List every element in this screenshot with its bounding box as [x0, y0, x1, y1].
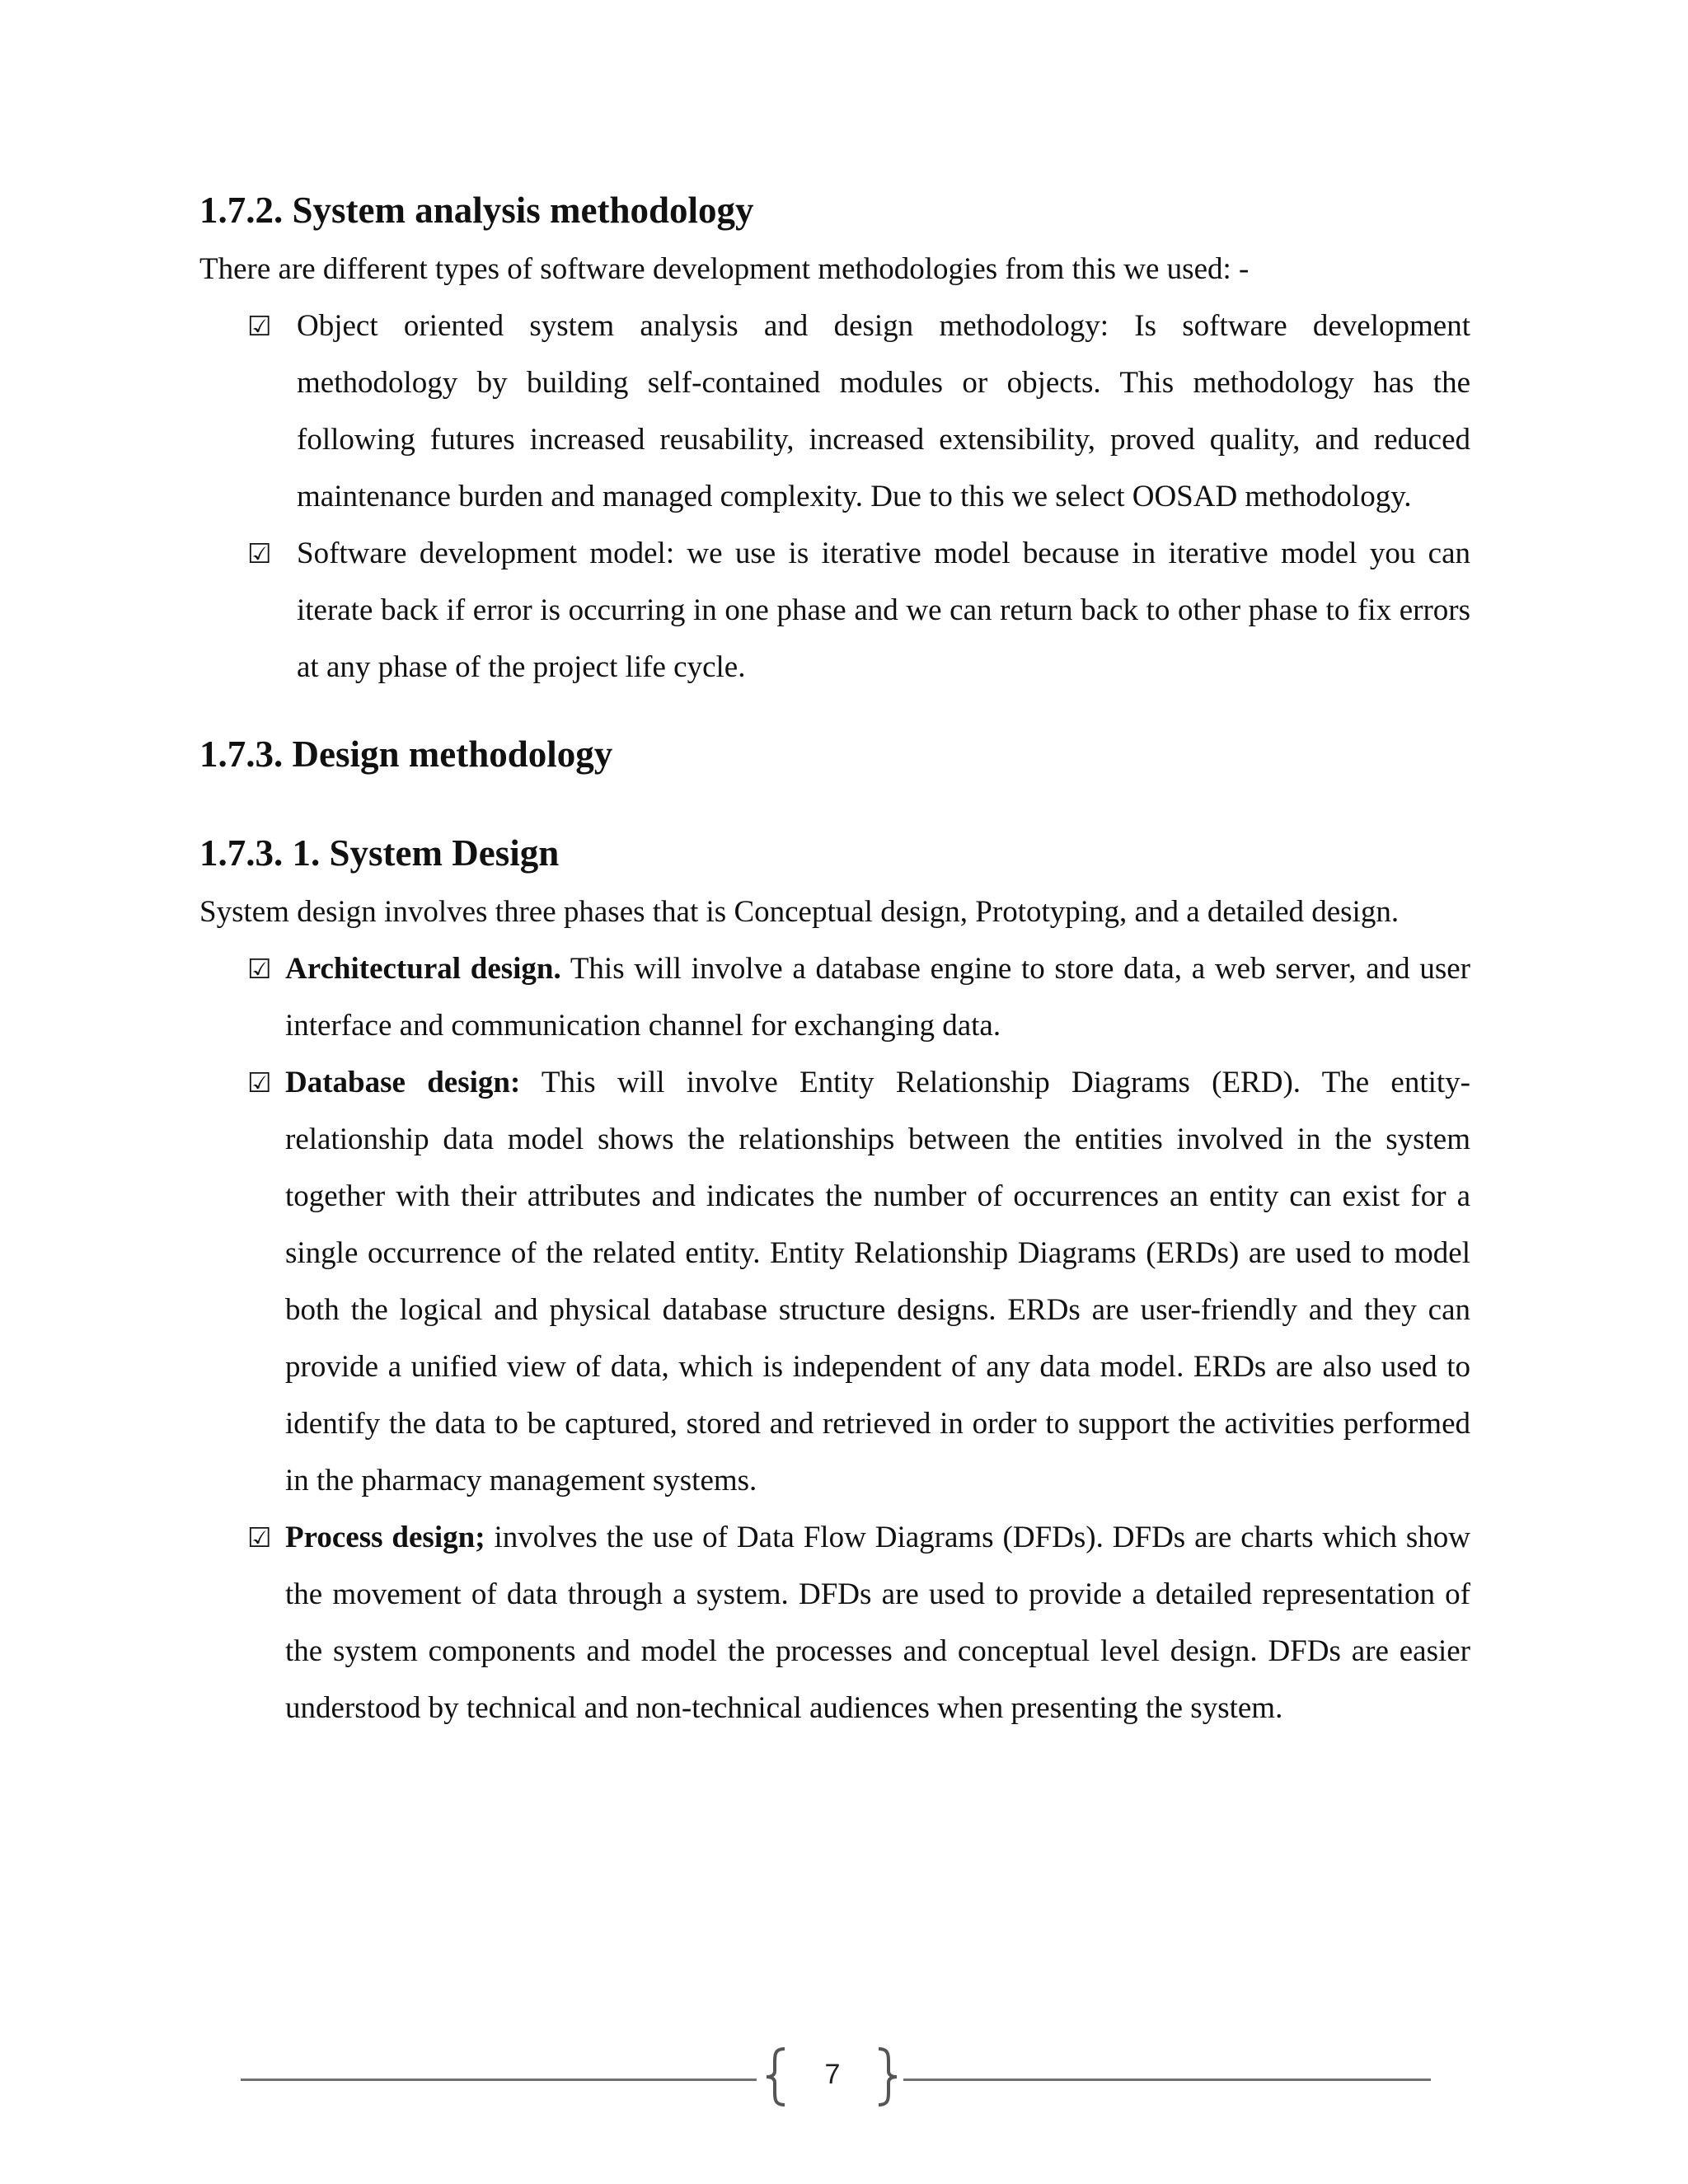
bullet-oosad	[199, 298, 1470, 525]
bullet-text: This will involve a database engine to store data, a web server, and user interface and communication channel for exchanging data.	[285, 952, 1470, 1043]
page-content	[199, 181, 1470, 1736]
bullet-architectural-design	[199, 940, 1470, 1054]
checkbox-checked-icon: ☑	[247, 310, 272, 342]
methodology-bullet-list	[199, 298, 1470, 696]
bullet-database-design	[199, 1054, 1470, 1509]
checkbox-checked-icon: ☑	[247, 1521, 272, 1554]
bullet-lead-term: Process design;	[285, 1521, 485, 1554]
bullet-lead-term: Architectural design.	[285, 952, 561, 986]
right-brace-icon	[874, 2046, 900, 2107]
intro-paragraph-methodologies: There are different types of software development methodologies from this we used: -	[199, 252, 1250, 286]
checkbox-checked-icon: ☑	[247, 953, 272, 985]
heading-system-analysis-methodology: 1.7.2. System analysis methodology	[199, 190, 754, 231]
checkbox-checked-icon: ☑	[247, 537, 272, 569]
checkbox-checked-icon: ☑	[247, 1066, 272, 1099]
footer-rule-right	[903, 2079, 1431, 2081]
bullet-text: Software development model: we use is iterative model because in iterative model you can iterate back if error is occurring in one phase and we can return back to other phase to fix errors at any phase of the project life cycle.	[297, 537, 1470, 684]
intro-paragraph-system-design: System design involves three phases that is Conceptual design, Prototyping, and a detailed design.	[199, 895, 1400, 929]
page-footer	[0, 2040, 1688, 2114]
page-number: 7	[824, 2059, 841, 2090]
heading-system-design: 1.7.3. 1. System Design	[199, 832, 560, 874]
heading-design-methodology: 1.7.3. Design methodology	[199, 733, 613, 775]
bullet-process-design	[199, 1509, 1470, 1736]
bullet-lead-term: Database design:	[285, 1066, 521, 1099]
footer-rule-left	[241, 2079, 757, 2081]
left-brace-icon	[763, 2046, 790, 2107]
bullet-iterative-model	[199, 525, 1470, 696]
bullet-text: This will involve Entity Relationship Diagrams (ERD). The entity-relationship data model shows the relationships between the entities involved in the system together with their attributes and indicates the number of occurrences an entity can exist for a single occurrence of the related entity. Entity Relationship Diagrams (ERDs) are used to model both the logical and physical database structure designs. ERDs are user-friendly and they can provide a unified view of data, which is independent of any data model. ERDs are also used to identify the data to be captured, stored and retrieved in order to support the activities performed in the pharmacy management systems.	[285, 1066, 1470, 1497]
bullet-text: involves the use of Data Flow Diagrams (DFDs). DFDs are charts which show the movement of data through a system. DFDs are used to provide a detailed representation of the system components and model the processes and conceptual level design. DFDs are easier understood by technical and non-technical audiences when presenting the system.	[285, 1521, 1470, 1725]
design-bullet-list	[199, 940, 1470, 1736]
bullet-text: Object oriented system analysis and design methodology: Is software development methodology by building self-contained modules or objects. This methodology has the following futures increased reusability, increased extensibility, proved quality, and reduced maintenance burden and managed complexity. Due to this we select OOSAD methodology.	[297, 309, 1470, 513]
